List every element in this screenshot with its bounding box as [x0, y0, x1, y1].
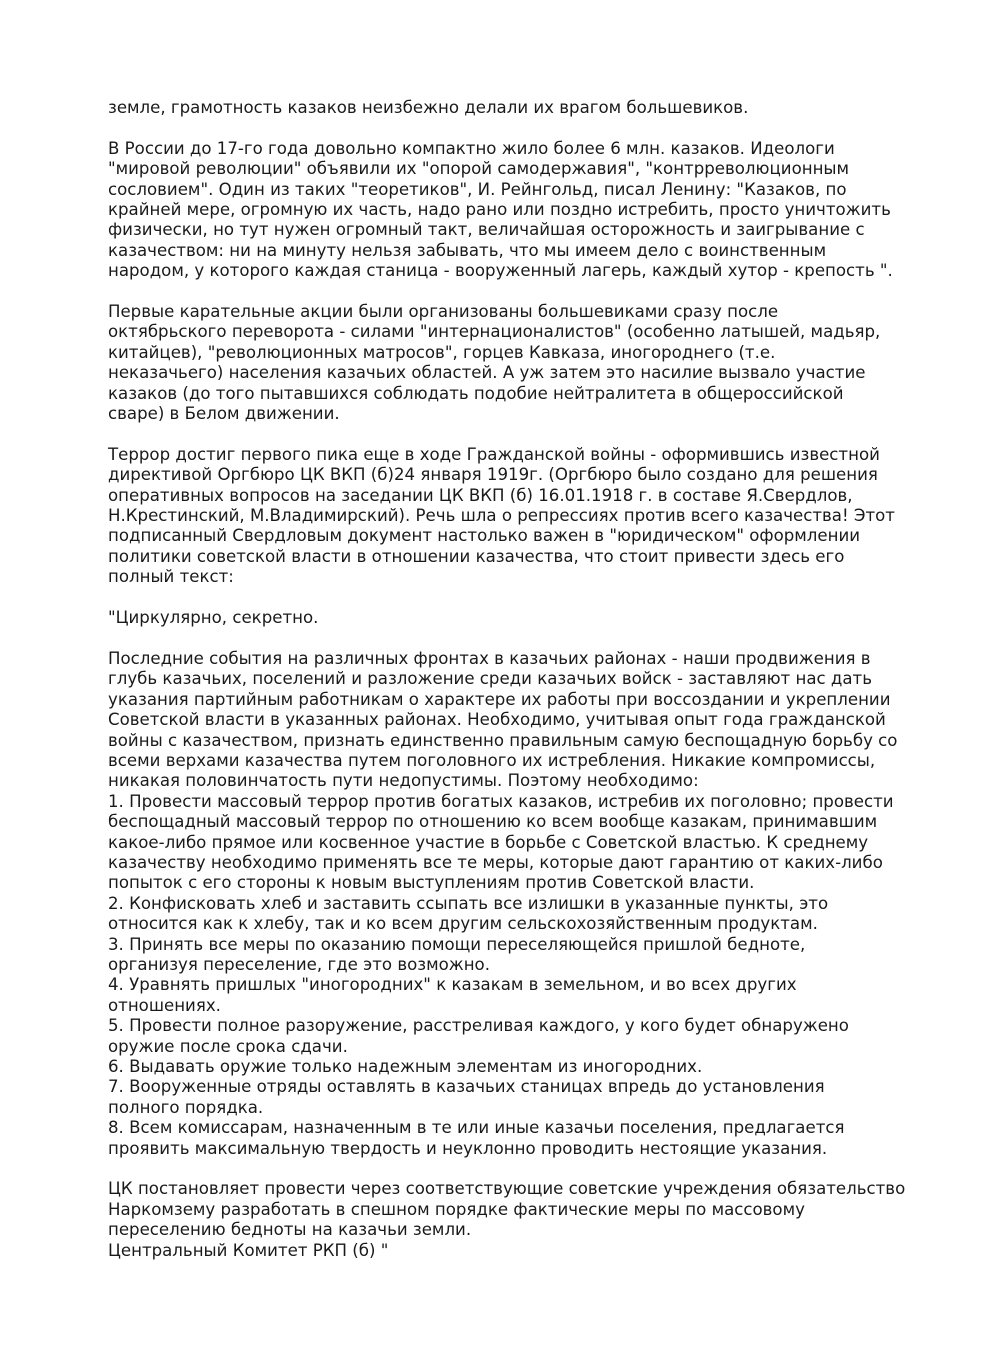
text-line: директивой Оргбюро ЦК ВКП (б)24 января 1919г. (Оргбюро было создано для решения — [108, 465, 878, 485]
list-item-line: 4. Уравнять пришлых "иногородних" к казакам в земельном, и во всех других — [108, 975, 797, 995]
list-item-line: 3. Принять все меры по оказанию помощи переселяющейся пришлой бедноте, — [108, 934, 806, 954]
paragraph — [108, 608, 908, 628]
list-item-line: какое-либо прямое или косвенное участие в борьбе с Советской властью. К среднему — [108, 832, 869, 852]
text-line: сословием". Один из таких "теоретиков", И. Рейнгольд, писал Ленину: "Казаков, по — [108, 179, 847, 199]
text-line: Первые карательные акции были организованы большевиками сразу после — [108, 302, 779, 322]
list-item-line: полного порядка. — [108, 1097, 264, 1117]
paragraph-gap — [108, 424, 908, 444]
text-line: "Циркулярно, секретно. — [108, 608, 319, 628]
paragraph — [108, 649, 908, 1159]
paragraph — [108, 302, 908, 424]
text-line: сваре) в Белом движении. — [108, 404, 340, 424]
text-line: крайней мере, огромную их часть, надо рано или поздно истребить, просто уничтожить — [108, 200, 891, 220]
signature-line: Центральный Комитет РКП (б) " — [108, 1240, 389, 1260]
list-item-line: организуя переселение, где это возможно. — [108, 954, 490, 974]
text-line: Последние события на различных фронтах в казачьих районах - наши продвижения в — [108, 648, 871, 668]
list-item-line: проявить максимальную твердость и неуклонно проводить нестоящие указания. — [108, 1138, 828, 1158]
list-item-line: 2. Конфисковать хлеб и заставить ссыпать все излишки в указанные пункты, это — [108, 893, 829, 913]
text-line: оперативных вопросов на заседании ЦК ВКП (б) 16.01.1918 г. в составе Я.Свердлов, — [108, 485, 853, 505]
text-line: китайцев), "революционных матросов", горцев Кавказа, иногороднего (т.е. — [108, 342, 776, 362]
document-page — [108, 98, 908, 1261]
text-line: войны с казачеством, признать единственно правильным самую беспощадную борьбу со — [108, 730, 898, 750]
text-line: физически, но тут нужен огромный такт, величайшая осторожность и заигрывание с — [108, 220, 865, 240]
text-line: народом, у которого каждая станица - вооруженный лагерь, каждый хутор - крепость ". — [108, 261, 893, 281]
list-item-line: 1. Провести массовый террор против богатых казаков, истребив их поголовно; провести — [108, 791, 894, 811]
paragraph-gap — [108, 282, 908, 302]
list-item-line: 5. Провести полное разоружение, расстреливая каждого, у кого будет обнаружено — [108, 1016, 849, 1036]
text-line: Советской власти в указанных районах. Необходимо, учитывая опыт года гражданской — [108, 710, 886, 730]
paragraph — [108, 445, 908, 588]
paragraph-gap — [108, 1159, 908, 1179]
text-line: В России до 17-го года довольно компактно жило более 6 млн. казаков. Идеологи — [108, 138, 835, 158]
paragraph-gap — [108, 629, 908, 649]
text-line: неказачьего) населения казачьих областей. А уж затем это насилие вызвало участие — [108, 363, 866, 383]
text-line: указания партийным работникам о характере их работы при воссоздании и укреплении — [108, 689, 891, 709]
list-item-line: попыток с его стороны к новым выступлениям против Советской власти. — [108, 873, 755, 893]
paragraph-gap — [108, 118, 908, 138]
text-line: Н.Крестинский, М.Владимирский). Речь шла о репрессиях против всего казачества! Этот — [108, 506, 895, 526]
paragraph — [108, 139, 908, 282]
text-line: "мировой революции" объявили их "опорой самодержавия", "контрреволюционным — [108, 159, 850, 179]
text-line: октябрьского переворота - силами "интернационалистов" (особенно латышей, мадьяр, — [108, 322, 881, 342]
list-item-line: относится как к хлебу, так и ко всем другим сельскохозяйственным продуктам. — [108, 914, 818, 934]
list-item-line: 7. Вооруженные отряды оставлять в казачьих станицах впредь до установления — [108, 1077, 825, 1097]
list-item-line: беспощадный массовый террор по отношению ко всем вообще казакам, принимавшим — [108, 812, 878, 832]
text-line: глубь казачьих, поселений и разложение среди казачьих войск - заставляют нас дать — [108, 669, 872, 689]
text-line: полный текст: — [108, 567, 234, 587]
paragraph-gap — [108, 588, 908, 608]
text-line: казачеством: ни на минуту нельзя забывать, что мы имеем дело с воинственным — [108, 240, 827, 260]
list-item-line: отношениях. — [108, 995, 221, 1015]
text-line: всеми верхами казачества путем поголовного их истребления. Никакие компромиссы, — [108, 750, 876, 770]
list-item-line: 8. Всем комиссарам, назначенным в те или иные казачьи поселения, предлагается — [108, 1118, 845, 1138]
list-item-line: 6. Выдавать оружие только надежным элементам из иногородних. — [108, 1057, 703, 1077]
text-line: ЦК постановляет провести через соответствующие советские учреждения обязательство — [108, 1179, 906, 1199]
paragraph — [108, 1179, 908, 1261]
list-item-line: оружие после срока сдачи. — [108, 1036, 348, 1056]
text-line: переселению бедноты на казачьи земли. — [108, 1220, 472, 1240]
text-line: Террор достиг первого пика еще в ходе Гражданской войны - оформившись известной — [108, 444, 880, 464]
list-item-line: казачеству необходимо применять все те меры, которые дают гарантию от каких-либо — [108, 852, 883, 872]
text-line: подписанный Свердловым документ настолько важен в "юридическом" оформлении — [108, 526, 861, 546]
text-line: никакая половинчатость пути недопустимы. Поэтому необходимо: — [108, 771, 699, 791]
text-line: политики советской власти в отношении казачества, что стоит привести здесь его — [108, 546, 845, 566]
text-line: Наркомзему разработать в спешном порядке фактические меры по массовому — [108, 1199, 805, 1219]
text-line: казаков (до того пытавшихся соблюдать подобие нейтралитета в общероссийской — [108, 383, 844, 403]
text-line: земле, грамотность казаков неизбежно делали их врагом большевиков. — [108, 98, 749, 117]
paragraph — [108, 98, 908, 118]
